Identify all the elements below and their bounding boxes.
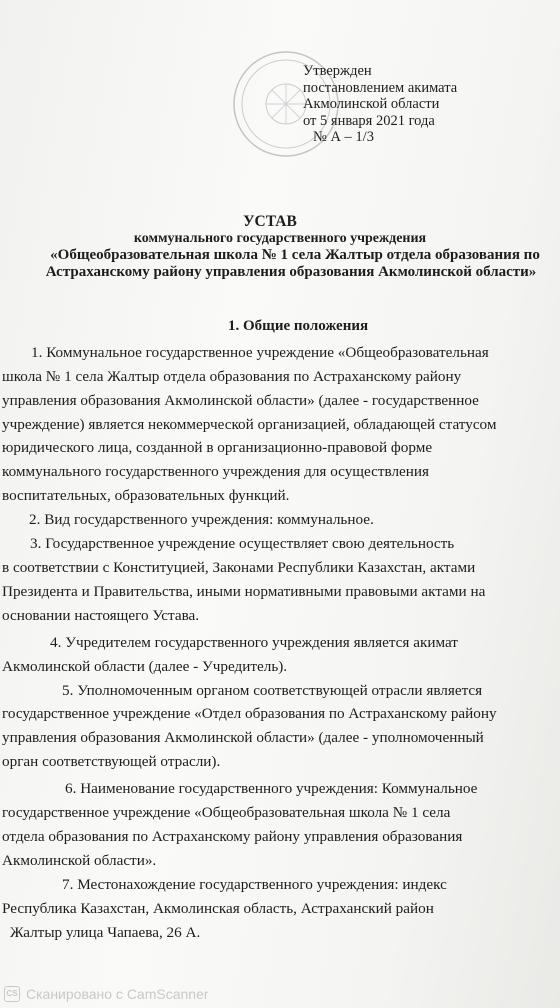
body-text-line: коммунального государственного учреждения для осуществления xyxy=(2,463,430,480)
approval-stamp xyxy=(303,63,457,146)
body-text-line: государственное учреждение «Отдел образования по Астраханскому району xyxy=(2,705,497,722)
body-text-line: отдела образования по Астраханскому району управления образования xyxy=(2,828,463,845)
body-text-line: Президента и Правительства, иными нормативными правовыми актами на xyxy=(2,583,486,600)
body-text-line: 4. Учредителем государственного учреждения является акимат xyxy=(50,634,458,651)
body-text-line: 6. Наименование государственного учреждения: Коммунальное xyxy=(65,780,478,797)
title-line: «Общеобразовательная школа № 1 села Жалтыр отдела образования по xyxy=(50,247,540,263)
approval-line: от 5 января 2021 года xyxy=(303,112,435,129)
body-text-line: управления образования Акмолинской области» (далее - уполномоченный xyxy=(2,729,484,746)
body-text-line: 7. Местонахождение государственного учреждения: индекс xyxy=(62,876,447,893)
body-text-line: государственное учреждение «Общеобразовательная школа № 1 села xyxy=(2,804,451,821)
document-title xyxy=(0,213,560,281)
title-line: Астраханскому району управления образования Акмолинской области» xyxy=(45,264,537,280)
body-text-line: в соответствии с Конституцией, Законами Республики Казахстан, актами xyxy=(2,559,476,576)
scanner-watermark xyxy=(4,985,209,1003)
body-text-line: Жалтыр улица Чапаева, 26 А. xyxy=(10,924,201,941)
approval-line: Акмолинской области xyxy=(303,96,440,112)
body-text-line: 3. Государственное учреждение осуществляет свою деятельность xyxy=(30,535,455,552)
body-text-line: 5. Уполномоченным органом соответствующей отрасли является xyxy=(62,682,483,699)
body-text-line: орган соответствующей отрасли). xyxy=(2,753,221,770)
body-text-line: школа № 1 села Жалтыр отдела образования по Астраханскому району xyxy=(2,368,462,385)
body-text-line: юридического лица, созданной в организационно-правовой форме xyxy=(2,439,433,456)
body-text-line: воспитательных, образовательных функций. xyxy=(2,487,290,504)
body-text-line: Акмолинской области». xyxy=(2,852,157,869)
approval-line: постановлением акимата xyxy=(303,79,458,96)
body-text-line: управления образования Акмолинской области» (далее - государственное xyxy=(2,392,479,409)
body-text-line: основании настоящего Устава. xyxy=(2,607,200,624)
watermark-text: Сканировано с CamScanner xyxy=(26,986,209,1002)
body-text-line: 1. Коммунальное государственное учреждение «Общеобразовательная xyxy=(31,344,489,361)
body-text-line: 2. Вид государственного учреждения: коммунальное. xyxy=(29,511,374,528)
title-heading: УСТАВ xyxy=(243,213,297,230)
document-body xyxy=(0,344,560,954)
body-text-line: Акмолинской области (далее - Учредитель). xyxy=(2,658,288,675)
section-heading: 1. Общие положения xyxy=(228,318,369,334)
approval-line: № А – 1/3 xyxy=(313,129,374,145)
title-line: коммунального государственного учреждения xyxy=(133,231,427,246)
body-text-line: Республика Казахстан, Акмолинская область, Астраханский район xyxy=(2,900,434,917)
body-text-line: учреждение) является некоммерческой организацией, обладающей статусом xyxy=(2,416,497,433)
approval-line: Утвержден xyxy=(303,63,372,79)
camscanner-icon: CS xyxy=(4,986,20,1002)
